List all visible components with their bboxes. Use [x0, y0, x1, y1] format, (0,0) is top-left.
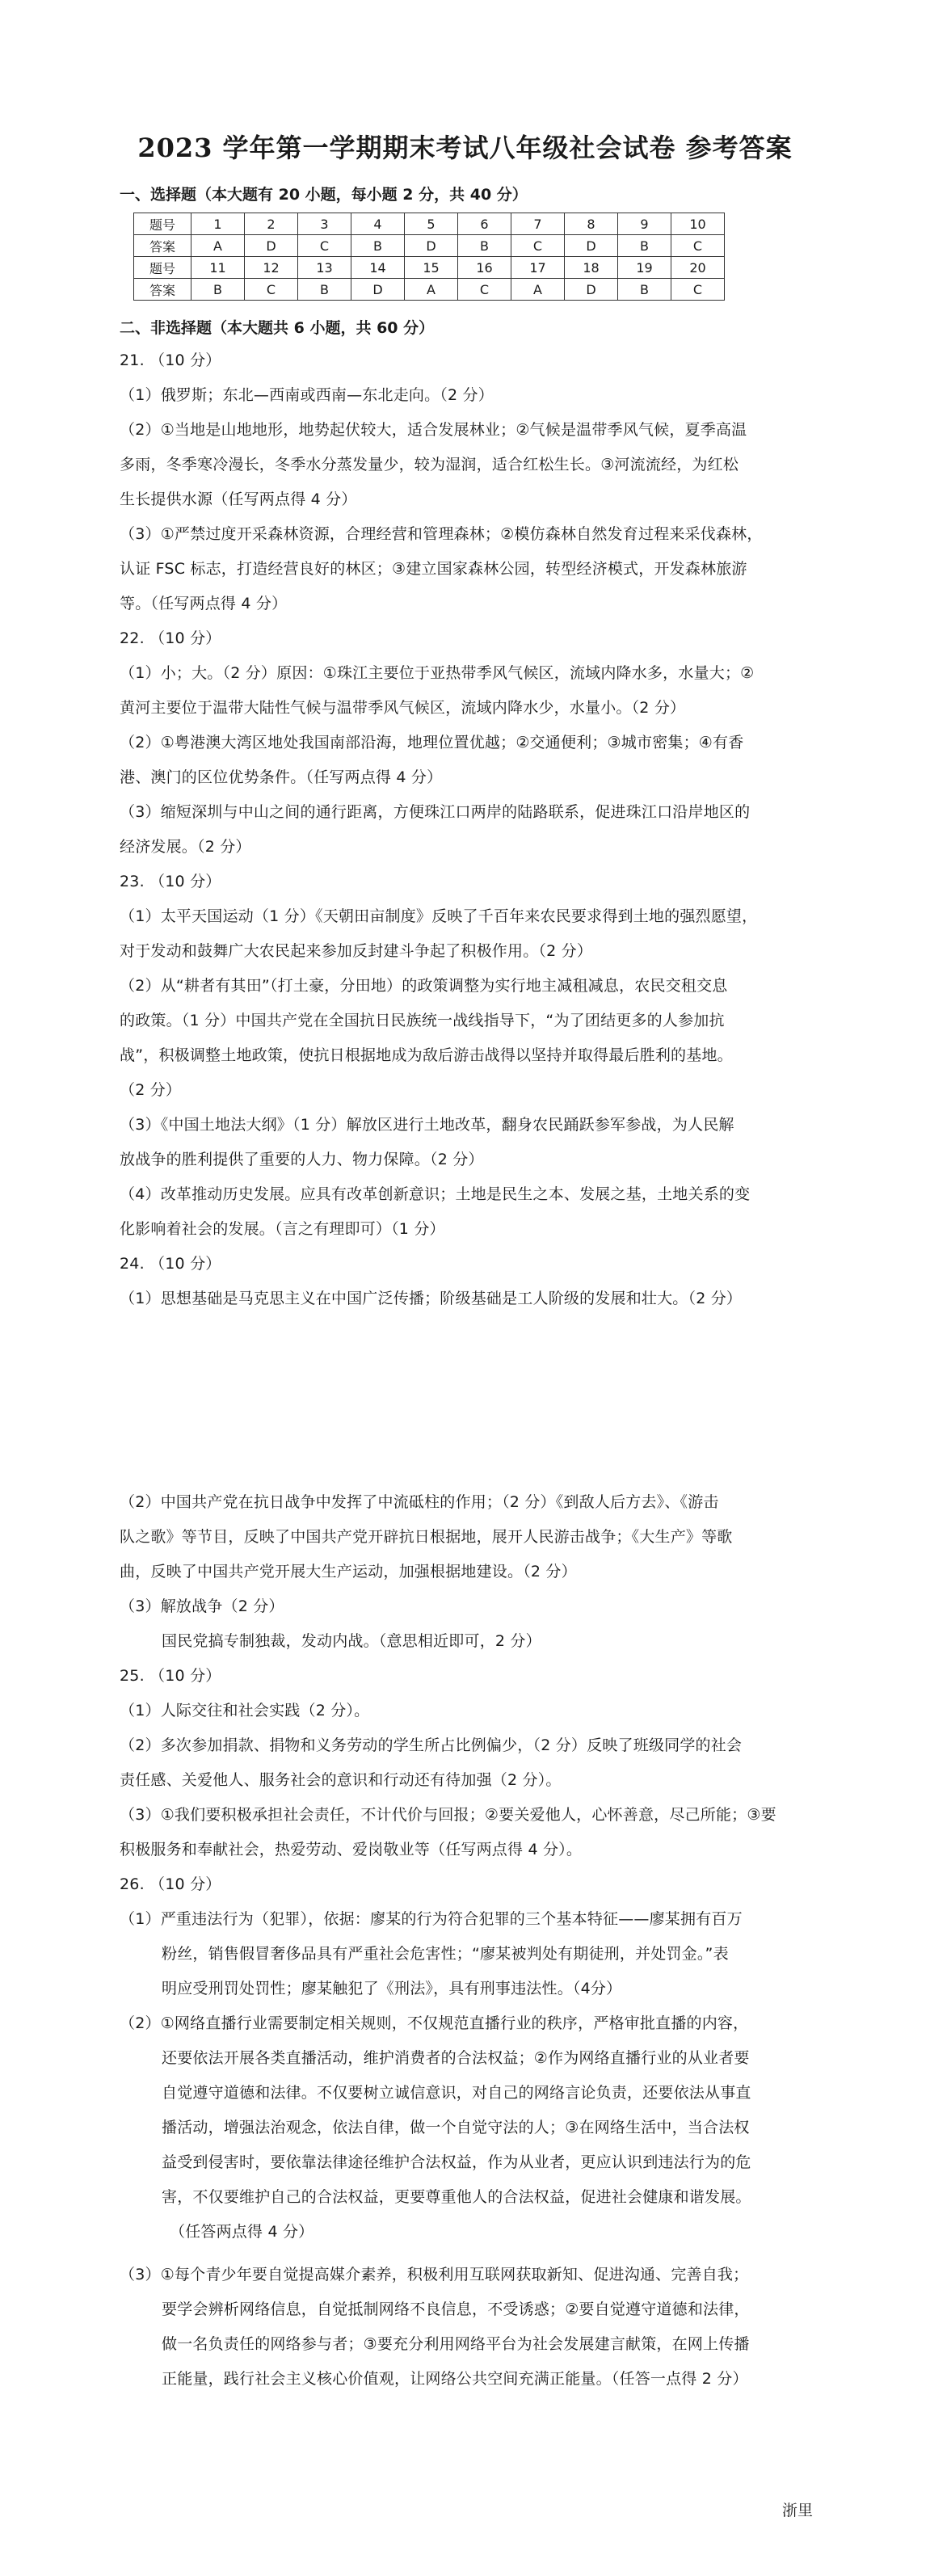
table-cell: B: [618, 235, 671, 257]
table-row: [134, 257, 725, 279]
answer-line: （3）①我们要积极承担社会责任，不计代价与回报；②要关爱他人，心怀善意，尽己所能；③要: [120, 1806, 776, 1824]
table-cell: C: [671, 235, 725, 257]
table-cell: 19: [618, 257, 671, 279]
answer-line: （2）①粤港澳大湾区地处我国南部沿海，地理位置优越；②交通便利；③城市密集；④有香: [120, 734, 744, 751]
answer-line: （1）思想基础是马克思主义在中国广泛传播；阶级基础是工人阶级的发展和壮大。（2 分）: [120, 1290, 743, 1307]
table-cell: B: [458, 235, 511, 257]
answer-line: 21. （10 分）: [120, 351, 221, 369]
answer-line: （2）①网络直播行业需要制定相关规则，不仅规范直播行业的秩序，严格审批直播的内容，: [120, 2014, 749, 2032]
answer-line: （1）太平天国运动（1 分）《天朝田亩制度》反映了千百年来农民要求得到土地的强烈愿望，: [120, 907, 758, 925]
table-cell: 11: [191, 257, 245, 279]
answer-line: （3）《中国土地法大纲》（1 分）解放区进行土地改革，翻身农民踊跃参军参战，为人民解: [120, 1116, 734, 1134]
answer-line: （任答两点得 4 分）: [170, 2223, 314, 2241]
answer-line: 经济发展。（2 分）: [120, 838, 251, 856]
answer-line: 责任感、关爱他人、服务社会的意识和行动还有待加强（2 分）。: [120, 1771, 562, 1789]
answer-line: 曲，反映了中国共产党开展大生产运动，加强根据地建设。（2 分）: [120, 1563, 577, 1581]
answer-line: 生长提供水源（任写两点得 4 分）: [120, 490, 357, 508]
section-1-heading: 一、选择题（本大题有 20 小题，每小题 2 分，共 40 分）: [120, 186, 528, 204]
answer-line: 播活动，增强法治观念，依法自律，做一个自觉守法的人；③在网络生活中，当合法权: [162, 2119, 750, 2136]
table-cell: 17: [511, 257, 565, 279]
table-cell: D: [565, 235, 618, 257]
answer-line: 积极服务和奉献社会，热爱劳动、爱岗敬业等（任写两点得 4 分）。: [120, 1841, 583, 1858]
answer-line: （1）小；大。（2 分）原因：①珠江主要位于亚热带季风气候区，流域内降水多，水量大；②: [120, 664, 755, 682]
answer-line: （1）人际交往和社会实践（2 分）。: [120, 1702, 370, 1719]
table-row: [134, 213, 725, 235]
table-cell: 题号: [134, 213, 191, 235]
table-cell: 3: [298, 213, 351, 235]
table-cell: B: [351, 235, 405, 257]
answer-line: 正能量，践行社会主义核心价值观，让网络公共空间充满正能量。（任答一点得 2 分）: [162, 2370, 748, 2388]
answer-line: （1）俄罗斯；东北—西南或西南—东北走向。（2 分）: [120, 386, 494, 404]
answer-line: 多雨，冬季寒冷漫长，冬季水分蒸发量少，较为湿润，适合红松生长。③河流流经，为红松: [120, 456, 739, 474]
table-cell: 14: [351, 257, 405, 279]
table-cell: 12: [245, 257, 298, 279]
table-cell: D: [351, 279, 405, 301]
answer-line: 23. （10 分）: [120, 873, 221, 890]
answer-line: 粉丝，销售假冒奢侈品具有严重社会危害性；“廖某被判处有期徒刑，并处罚金。”表: [162, 1945, 729, 1963]
answer-line: 认证 FSC 标志，打造经营良好的林区；③建立国家森林公园，转型经济模式，开发森林旅游: [120, 560, 747, 578]
answer-line: 明应受刑罚处罚性；廖某触犯了《刑法》，具有刑事违法性。（4分）: [162, 1980, 622, 1997]
answer-line: 自觉遵守道德和法律。不仅要树立诚信意识，对自己的网络言论负责，还要依法从事直: [162, 2084, 751, 2102]
answer-line: （2）从“耕者有其田”（打土豪，分田地）的政策调整为实行地主减租减息，农民交租交息: [120, 977, 728, 995]
answer-line: （2）中国共产党在抗日战争中发挥了中流砥柱的作用；（2 分）《到敌人后方去》、《游击: [120, 1493, 719, 1511]
table-row: [134, 279, 725, 301]
table-cell: 20: [671, 257, 725, 279]
answer-line: （3）解放战争（2 分）: [120, 1597, 284, 1615]
answer-line: 港、澳门的区位优势条件。（任写两点得 4 分）: [120, 768, 443, 786]
answer-line: （1）严重违法行为（犯罪），依据：廖某的行为符合犯罪的三个基本特征——廖某拥有百万: [120, 1910, 743, 1928]
table-cell: A: [405, 279, 458, 301]
table-cell: 18: [565, 257, 618, 279]
answer-line: 的政策。（1 分）中国共产党在全国抗日民族统一战线指导下，“为了团结更多的人参加抗: [120, 1012, 725, 1029]
table-cell: D: [245, 235, 298, 257]
answer-line: 害，不仅要维护自己的合法权益，更要尊重他人的合法权益，促进社会健康和谐发展。: [162, 2188, 751, 2206]
table-cell: 5: [405, 213, 458, 235]
table-cell: C: [298, 235, 351, 257]
table-cell: 15: [405, 257, 458, 279]
table-cell: 8: [565, 213, 618, 235]
answer-line: （2 分）: [120, 1081, 182, 1099]
table-cell: C: [671, 279, 725, 301]
table-cell: 1: [191, 213, 245, 235]
answer-line: 国民党搞专制独裁，发动内战。（意思相近即可，2 分）: [162, 1632, 541, 1650]
table-cell: A: [191, 235, 245, 257]
answer-line: 益受到侵害时，要依靠法律途径维护合法权益，作为从业者，更应认识到违法行为的危: [162, 2153, 751, 2171]
answer-line: （2）多次参加捐款、捐物和义务劳动的学生所占比例偏少，（2 分）反映了班级同学的社会: [120, 1736, 743, 1754]
table-cell: 6: [458, 213, 511, 235]
table-cell: 2: [245, 213, 298, 235]
answer-line: （3）缩短深圳与中山之间的通行距离，方便珠江口两岸的陆路联系，促进珠江口沿岸地区的: [120, 803, 751, 821]
page-title: 2023 学年第一学期期末考试八年级社会试卷 参考答案: [137, 133, 793, 163]
table-cell: 4: [351, 213, 405, 235]
answer-line: 24. （10 分）: [120, 1255, 221, 1273]
answer-line: （2）①当地是山地地形，地势起伏较大，适合发展林业；②气候是温带季风气候，夏季高温: [120, 421, 747, 439]
page-footer: 浙里: [782, 2502, 814, 2519]
answer-line: 战”，积极调整土地政策，使抗日根据地成为敌后游击战得以坚持并取得最后胜利的基地。: [120, 1046, 733, 1064]
table-cell: C: [458, 279, 511, 301]
answer-line: 22. （10 分）: [120, 629, 221, 647]
table-cell: C: [245, 279, 298, 301]
table-cell: B: [618, 279, 671, 301]
answer-line: （3）①每个青少年要自觉提高媒介素养，积极利用互联网获取新知、促进沟通、完善自我；: [120, 2266, 749, 2283]
table-cell: 7: [511, 213, 565, 235]
table-cell: 13: [298, 257, 351, 279]
table-cell: D: [565, 279, 618, 301]
answer-line: 对于发动和鼓舞广大农民起来参加反封建斗争起了积极作用。（2 分）: [120, 942, 593, 960]
table-cell: B: [191, 279, 245, 301]
answer-line: 26. （10 分）: [120, 1875, 221, 1893]
table-cell: D: [405, 235, 458, 257]
answer-line: 25. （10 分）: [120, 1667, 221, 1685]
table-cell: 16: [458, 257, 511, 279]
answer-line: （3）①严禁过度开采森林资源，合理经营和管理森林；②模仿森林自然发育过程来采伐森林，: [120, 525, 763, 543]
table-cell: 答案: [134, 279, 191, 301]
answer-table: [133, 213, 725, 301]
table-cell: 题号: [134, 257, 191, 279]
table-cell: A: [511, 279, 565, 301]
answer-line: 队之歌》等节目，反映了中国共产党开辟抗日根据地，展开人民游击战争；《大生产》等歌: [120, 1528, 733, 1546]
answer-line: 要学会辨析网络信息，自觉抵制网络不良信息，不受诱惑；②要自觉遵守道德和法律，: [162, 2300, 750, 2318]
table-cell: B: [298, 279, 351, 301]
answer-line: 还要依法开展各类直播活动，维护消费者的合法权益；②作为网络直播行业的从业者要: [162, 2049, 750, 2067]
table-cell: 10: [671, 213, 725, 235]
table-row: [134, 235, 725, 257]
answer-line: 黄河主要位于温带大陆性气候与温带季风气候区，流域内降水少，水量小。（2 分）: [120, 699, 686, 717]
table-cell: 9: [618, 213, 671, 235]
table-cell: C: [511, 235, 565, 257]
answer-line: 化影响着社会的发展。（言之有理即可）（1 分）: [120, 1220, 445, 1238]
answer-line: 放战争的胜利提供了重要的人力、物力保障。（2 分）: [120, 1151, 484, 1168]
answer-line: 等。（任写两点得 4 分）: [120, 595, 288, 612]
table-cell: 答案: [134, 235, 191, 257]
answer-line: 做一名负责任的网络参与者；③要充分利用网络平台为社会发展建言献策，在网上传播: [162, 2335, 750, 2353]
section-2-heading: 二、非选择题（本大题共 6 小题，共 60 分）: [120, 319, 435, 337]
answer-line: （4）改革推动历史发展。应具有改革创新意识；土地是民生之本、发展之基，土地关系的变: [120, 1185, 751, 1203]
